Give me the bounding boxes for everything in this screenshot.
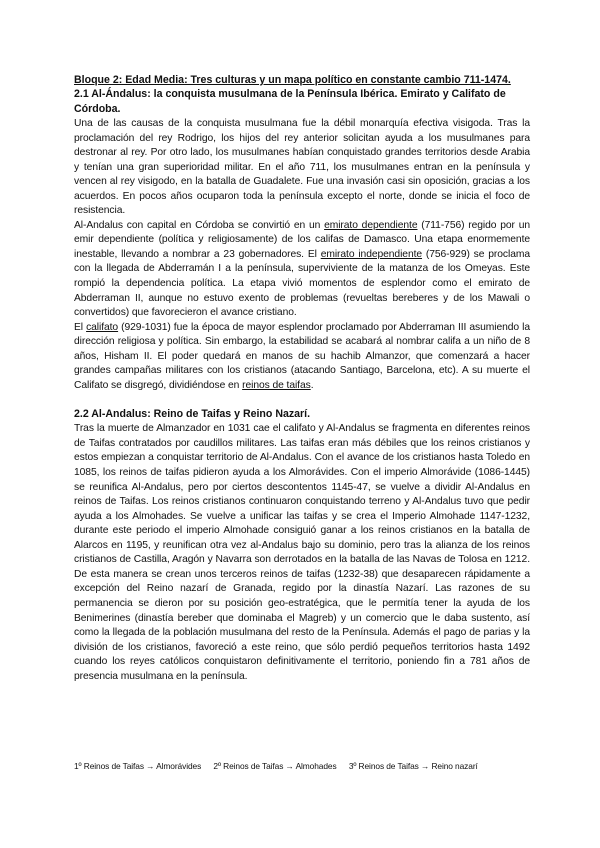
section-1-paragraph-2 — [74, 219, 530, 321]
text-run: (756-929) se proclama con la llegada de Abderramán I a la península, superviviente de la matanza de los Omeyas. Este rompió la dependencia política. La etapa vivió momentos de esplendor como el emirato de Abderraman II, aunque no estuvo exento de problemas (revueltas bereberes y de los Mawali o convertidos) que favorecieron el avance cristiano. — [74, 248, 530, 319]
term-emirato-independiente: emirato independiente — [320, 248, 423, 260]
section-2-paragraph-1: Tras la muerte de Almanzador en 1031 cae el califato y Al-Andalus se fragmenta en diferentes reinos de Taifas contratados por caudillos militares. Las taifas eran más débiles que los reinos cristianos y estos empiezan a conquistar territorio de Al-Andalus. Con el avance de los cristianos hasta Toledo en 1085, los reinos de taifas pidieron ayuda a los Almorávides. Con el imperio Almorávide (1086-1445) se reunifica Al-Andalus, pero por ciertos descontentos 1145-47, se vuelve a dividir Al-Andalus en reinos de Taifas. Los reinos cristianos continuaron conquistando terreno y Al-Andalus tuvo que pedir ayuda a los Almohades. Se vuelve a unificar las taifas y se crea el Imperio Almohade 1147-1232, durante este periodo el imperio Almohade consiguió ganar a los reinos cristianos en la batalla de Alarcos en 1195, y reunifican otra vez al-Andalus bajo su dominio, pero tras la alianza de los reinos cristianos de Castilla, Aragón y Navarra son derrotados en la batalla de las Navas de Tolosa en 1212. De esta manera se crean unos terceros reinos de taifas (1232-38) que desaparecen rápidamente a excepción del Reino nazarí de Granada, regido por la dinastía Nazarí. Las razones de su permanencia se dieron por su posición geo-estratégica, que le permitía tener la ayuda de los Benimerines (dinastía bereber que dominaba el Magreb) y un comercio que le daba sustento, así como la llegada de la población musulmana del resto de la Península. Además el pago de parias y la división de los cristianos, favoreció a este reino, que sólo perdió pequeños territorios hasta 1492 cuando los reyes católicos conquistaron definitivamente el territorio, poniendo fin a 781 años de presencia musulmana en la península. — [74, 423, 530, 682]
term-califato: califato — [86, 321, 119, 333]
term-reinos-de-taifas: reinos de taifas — [242, 379, 311, 391]
text-run: El — [74, 321, 87, 333]
section-1-paragraph-1: Una de las causas de la conquista musulmana fue la débil monarquía efectiva visigoda. Tras la proclamación del rey Rodrigo, los hijos del rey anterior solicitan ayuda a los musulmanes para destronar al rey. Por otro lado, los musulmanes habían conquistado grandes territorios desde Arabia y tenían una gran superioridad militar. En el año 711, los musulmanes entran en la península y vencen al rey visigodo, en la batalla de Guadalete. Fue una invasión casi sin oposición, gracias a los acuerdos. En pocos años ocuparon toda la península excepto el norte, donde se inicia el foco de resistencia. — [74, 118, 530, 217]
footer-item-3: 3º Reinos de Taifas → Reino nazarí — [348, 761, 478, 771]
footer-item-2: 2º Reinos de Taifas → Almohades — [213, 761, 337, 771]
text-run: . — [310, 379, 314, 391]
footer-item-1: 1º Reinos de Taifas → Almorávides — [74, 761, 202, 771]
section-1-paragraph-3 — [74, 321, 530, 394]
document-title: Bloque 2: Edad Media: Tres culturas y un mapa político en constante cambio 711-1474. — [74, 74, 511, 86]
section-1-heading: 2.1 Al-Ándalus: la conquista musulmana de la Península Ibérica. Emirato y Califato de Córdoba. — [74, 88, 506, 115]
term-emirato-dependiente: emirato dependiente — [324, 219, 418, 231]
text-run: Al-Andalus con capital en Córdoba se convirtió en un — [74, 219, 325, 231]
footer-summary — [74, 760, 534, 772]
section-2-heading: 2.2 Al-Andalus: Reino de Taifas y Reino Nazarí. — [74, 408, 311, 421]
text-run: (929-1031) fue la época de mayor esplendor proclamado por Abderraman III asumiendo la dirección religiosa y política. Sin embargo, la estabilidad se acabará al nombrar califa a un niño de 8 años, Hisham II. El poder quedará en manos de su hachib Almanzor, que comenzará a hacer grandes campañas militares con los cristianos (atacando Santiago, Barcelona, etc). A su muerte el Califato se disgregó, dividiéndose en — [74, 321, 530, 391]
text-run: (711-756) regido por un emir dependiente (política y religiosamente) de los califas de Damasco. Una etapa enormemente inestable, llevando a nombrar a 23 gobernadores. El — [74, 219, 530, 260]
document-body — [74, 73, 530, 684]
section-spacer — [74, 393, 530, 407]
